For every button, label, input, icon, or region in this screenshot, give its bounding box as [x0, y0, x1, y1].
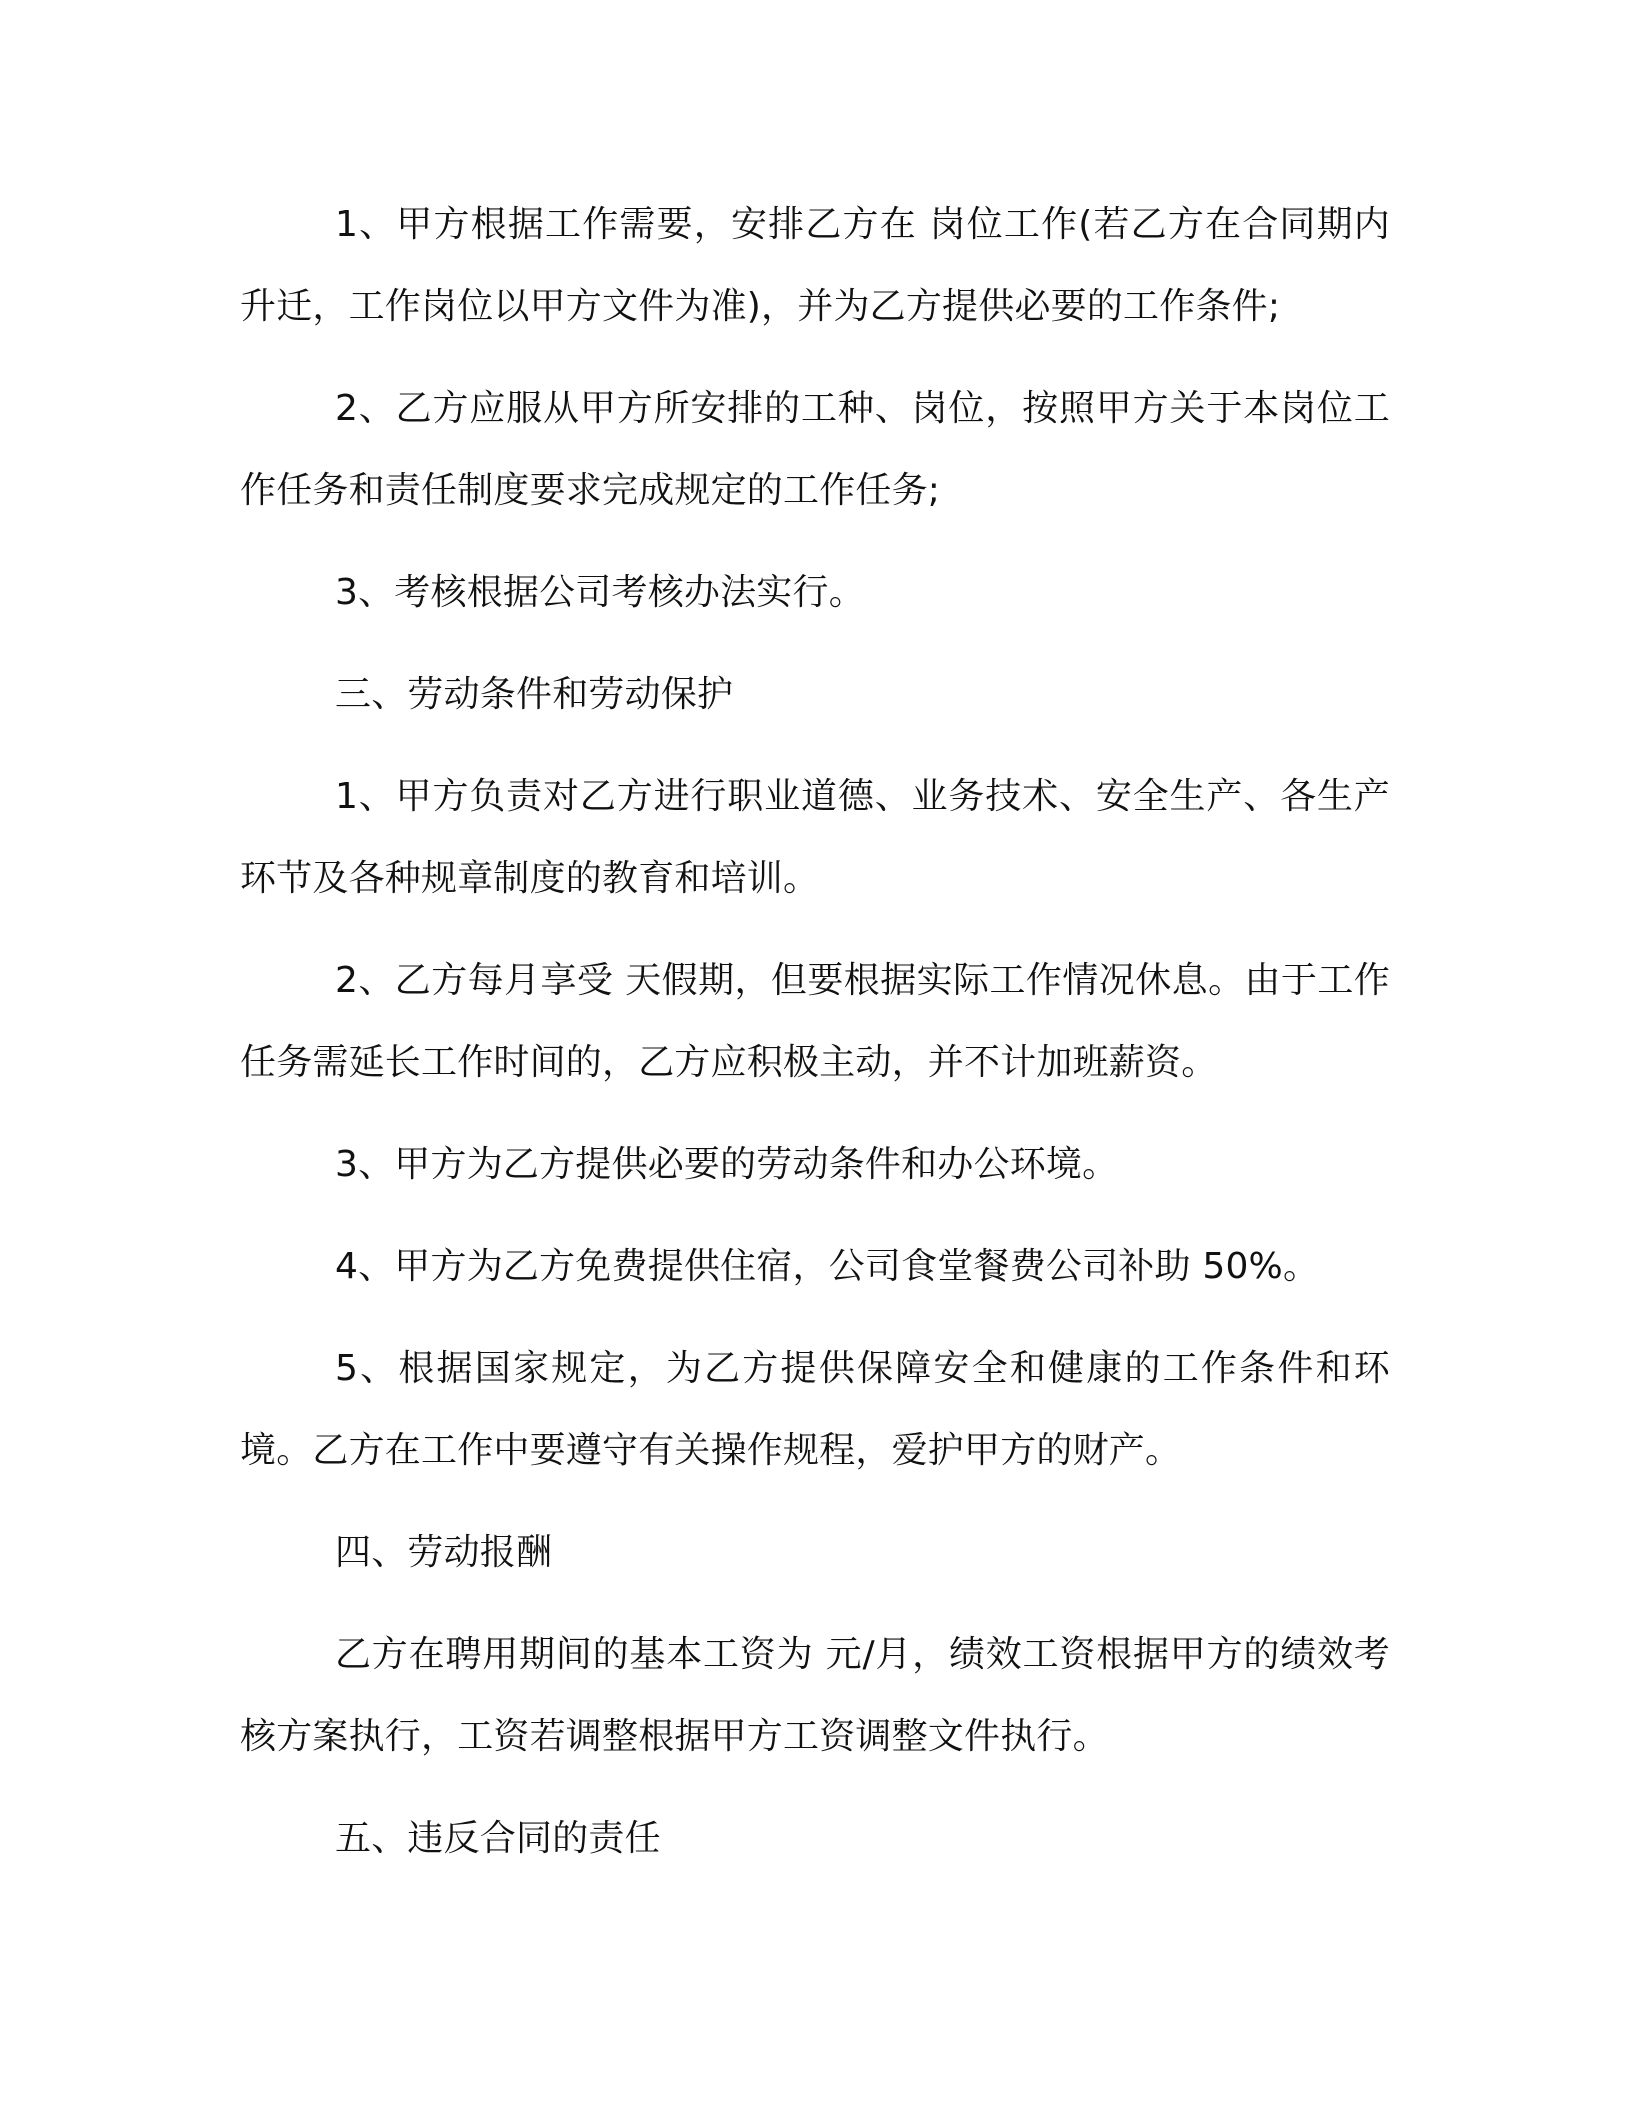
clause-3-4: 4、甲方为乙方免费提供住宿，公司食堂餐费公司补助 50%。: [335, 1246, 1320, 1287]
clause-4-body: 乙方在聘用期间的基本工资为 元/月，绩效工资根据甲方的绩效考核方案执行，工资若调整根据甲方工资调整文件执行。: [240, 1634, 1390, 1757]
clause-3-3: 3、甲方为乙方提供必要的劳动条件和办公环境。: [335, 1144, 1119, 1185]
clause-2-1: 1、甲方根据工作需要，安排乙方在 岗位工作(若乙方在合同期内升迁，工作岗位以甲方文件为准)，并为乙方提供必要的工作条件;: [240, 204, 1390, 327]
clause-2-3: 3、考核根据公司考核办法实行。: [335, 572, 865, 613]
section-heading-5: 五、违反合同的责任: [335, 1818, 661, 1859]
clause-2-2: 2、乙方应服从甲方所安排的工种、岗位，按照甲方关于本岗位工作任务和责任制度要求完成规定的工作任务;: [240, 388, 1390, 511]
clause-3-5: 5、根据国家规定，为乙方提供保障安全和健康的工作条件和环境。乙方在工作中要遵守有关操作规程，爱护甲方的财产。: [240, 1348, 1390, 1471]
section-heading-3: 三、劳动条件和劳动保护: [335, 674, 734, 715]
section-heading-4: 四、劳动报酬: [335, 1532, 553, 1573]
document-body: [240, 184, 1390, 1900]
clause-3-1: 1、甲方负责对乙方进行职业道德、业务技术、安全生产、各生产环节及各种规章制度的教育和培训。: [240, 776, 1390, 899]
clause-3-2: 2、乙方每月享受 天假期，但要根据实际工作情况休息。由于工作任务需延长工作时间的，乙方应积极主动，并不计加班薪资。: [240, 960, 1390, 1083]
